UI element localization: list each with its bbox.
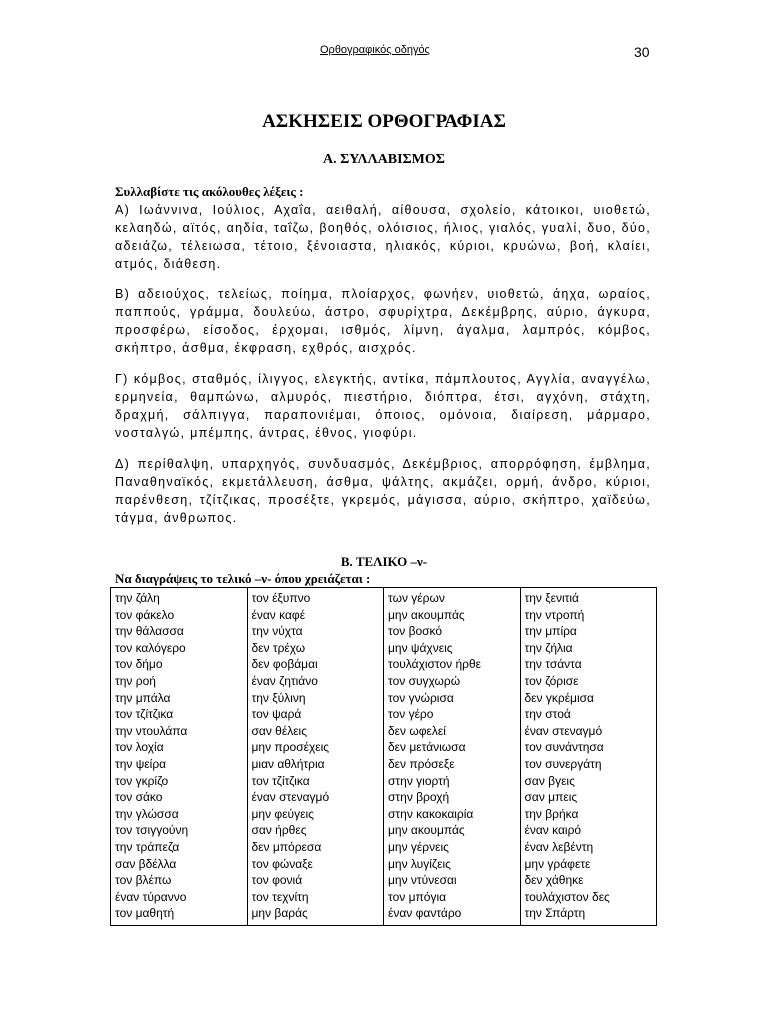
word-table-cell: έναν καιρό <box>524 823 582 838</box>
word-table-cell: τον βοσκό <box>388 624 443 639</box>
word-table-cell: την ζήλια <box>524 640 573 655</box>
running-header: Ορθογραφικός οδηγός <box>320 44 430 56</box>
word-table-cell: μην ψάχνεις <box>388 640 453 655</box>
word-table-cell: τον ζόρισε <box>524 673 579 688</box>
word-table-cell: έναν στεναγμό <box>524 723 603 738</box>
word-table-column <box>384 588 521 925</box>
word-table-cell: δεν μετάνιωσα <box>388 740 466 755</box>
word-table-cell: στην βροχή <box>388 790 450 805</box>
word-table-cell: σαν θέλεις <box>251 723 307 738</box>
word-table-cell: τον καλόγερο <box>115 640 186 655</box>
word-table-cell: μην προσέχεις <box>251 740 330 755</box>
word-table-cell: τον γέρο <box>388 707 434 722</box>
word-table-cell: των γέρων <box>388 591 445 605</box>
word-table-cell: έναν ζητιάνο <box>251 673 318 688</box>
word-table-cell: τουλάχιστον δες <box>524 889 610 904</box>
word-table-cell: σαν βγεις <box>524 773 575 788</box>
word-table-cell: σαν βδέλλα <box>115 856 177 871</box>
word-table-cell: τον τσιγγούνη <box>115 823 189 838</box>
word-table-cell: μιαν αθλήτρια <box>251 756 325 771</box>
word-table-cell: τον έξυπνο <box>251 591 311 605</box>
word-table-cell: τον μπόγια <box>388 889 447 904</box>
word-table-cell: την νύχτα <box>251 624 303 639</box>
word-table-cell: δεν μπόρεσα <box>251 839 322 854</box>
word-table-cell: τον σάκο <box>115 790 163 805</box>
word-table-cell: μην ντύνεσαι <box>388 873 457 888</box>
word-table-cell: τον φονιά <box>251 873 303 888</box>
exercise-paragraph-b: Β) αδειούχος, τελείως, ποίημα, πλοίαρχος, φωνήεν, υιοθετώ, άηχα, ωραίος, παππούς, γράμμα, δουλεύω, άστρο, σφυρίχτρα, Δεκέμβρης, αύριο, άγκυρα, προσφέρω, είσοδος, έρχομαι, ισθμός, λίμνη, άγαλμα, λαμπρός, κόμβος, σκήπτρο, άσθμα, έκφραση, εχθρός, αισχρός. <box>115 287 651 355</box>
word-table-cell: μην βαράς <box>251 906 308 921</box>
word-table-cell: τον λοχία <box>115 740 164 755</box>
word-table-cell: την θάλασσα <box>115 624 184 639</box>
word-table-cell: έναν τύραννο <box>115 889 187 904</box>
word-table-cell: δεν πρόσεξε <box>388 756 455 771</box>
section-b-instruction: Να διαγράψεις το τελικό –ν- όπου χρειάζεται : <box>115 571 371 586</box>
word-table-cell: στην γιορτή <box>388 773 450 788</box>
page-number: 30 <box>634 44 650 60</box>
word-table-cell: την τράπεζα <box>115 839 180 854</box>
word-table-cell: τον φάκελο <box>115 607 175 622</box>
word-table-cell: μην λυγίζεις <box>388 856 451 871</box>
word-table-cell: τον φώναξε <box>251 856 313 871</box>
word-table-cell: την ψείρα <box>115 756 167 771</box>
word-table-cell: την ξενιτιά <box>524 591 579 605</box>
word-table-cell: έναν λεβέντη <box>524 839 594 854</box>
section-b-heading: Β. ΤΕΛΙΚΟ –ν- <box>340 554 428 569</box>
word-table-cell: έναν καφέ <box>251 607 306 622</box>
word-table-cell: μην γράφετε <box>524 856 591 871</box>
word-table-cell: την στοά <box>524 707 571 722</box>
word-table-cell: μην φεύγεις <box>251 806 314 821</box>
section-a-heading: Α. ΣΥΛΛΑΒΙΣΜΟΣ <box>323 152 445 167</box>
word-table-cell: την ντροπή <box>524 607 585 622</box>
word-table-cell: την ζάλη <box>115 591 160 605</box>
exercise-paragraph-a: Α) Ιωάννινα, Ιούλιος, Αχαΐα, αειθαλή, αίθουσα, σχολείο, κάτοικοι, υιοθετώ, κελαηδώ, αϊτός, αηδία, ταΐζω, βοηθός, ολόισιος, ήλιος, γιαλός, γυαλί, δυο, δύο, αδειάζω, τέλειωσα, τέτοιο, ξένοιαστα, ηλιακός, κύριοι, κρυώνω, βοή, κλαίει, ατμός, διάθεση. <box>115 203 651 271</box>
word-table-cell: την Σπάρτη <box>524 906 586 921</box>
word-table-cell: την τσάντα <box>524 657 582 672</box>
word-table-cell: δεν χάθηκε <box>524 873 584 888</box>
word-table-cell: στην κακοκαιρία <box>388 806 474 821</box>
word-table-cell: τον μαθητή <box>115 906 175 921</box>
word-table-cell: την βρήκα <box>524 806 579 821</box>
word-table-cell: τον ψαρά <box>251 707 302 722</box>
word-table-column <box>521 588 657 925</box>
word-table-cell: τον γνώρισα <box>388 690 454 705</box>
word-table-cell: δεν τρέχω <box>251 640 306 655</box>
word-table-cell: τον τζίτζικα <box>115 707 174 722</box>
word-table <box>110 587 657 926</box>
word-table-cell: δεν φοβάμαι <box>251 657 318 672</box>
exercise-paragraph-d: Δ) περίθαλψη, υπαρχηγός, συνδυασμός, Δεκέμβριος, απορρόφηση, έμβλημα, Παναθηναϊκός, εκμετάλλευση, άσθμα, ψάλτης, ακμάζει, ορμή, άνδρο, κύριοι, παρένθεση, τζίτζικας, προσέξτε, γκρεμός, μάγισσα, αύριο, σκήπτρο, χαϊδεύω, τάγμα, άνθρωπος. <box>115 457 651 525</box>
word-table-cell: σαν ήρθες <box>251 823 307 838</box>
word-table-cell: τον τεχνίτη <box>251 889 309 904</box>
word-table-cell: την μπάλα <box>115 690 171 705</box>
word-table-cell: την γλώσσα <box>115 806 179 821</box>
word-table-cell: τον συνεργάτη <box>524 756 602 771</box>
word-table-cell: μην ακουμπάς <box>388 823 465 838</box>
page-title: ΑΣΚΗΣΕΙΣ ΟΡΘΟΓΡΑΦΙΑΣ <box>262 111 506 132</box>
word-table-cell: δεν ωφελεί <box>388 723 446 738</box>
word-table-cell: τον γκρίζο <box>115 773 169 788</box>
word-table-cell: μην ακουμπάς <box>388 607 465 622</box>
word-table-cell: την μπίρα <box>524 624 577 639</box>
word-table-cell: μην γέρνεις <box>388 839 449 854</box>
word-table-cell: τον συγχωρώ <box>388 673 461 688</box>
exercise-paragraph-c: Γ) κόμβος, σταθμός, ίλιγγος, ελεγκτής, αντίκα, πάμπλουτος, Αγγλία, αναγγέλω, ερμηνεία, θαμπώνω, αλμυρός, πιεστήριο, διόπτρα, έτσι, αγχόνη, στάχτη, δραχμή, σάλπιγγα, παραπονιέμαι, όποιος, ομόνοια, διαίρεση, μάρμαρο, νοσταλγώ, μπέμπης, άντρας, έθνος, γιοφύρι. <box>115 372 651 440</box>
word-table-cell: σαν μπεις <box>524 790 578 805</box>
word-table-cell: την ροή <box>115 673 156 688</box>
word-table-cell: την ξύλινη <box>251 690 306 705</box>
word-table-cell: έναν στεναγμό <box>251 790 330 805</box>
word-table-cell: τον τζίτζικα <box>251 773 310 788</box>
word-table-cell: τον βλέπω <box>115 873 172 888</box>
word-table-cell: έναν φαντάρο <box>388 906 462 921</box>
section-a-instruction: Συλλαβίστε τις ακόλουθες λέξεις : <box>115 184 304 199</box>
word-table-cell: τον δήμο <box>115 657 163 672</box>
word-table-cell: δεν γκρέμισα <box>524 690 594 705</box>
word-table-cell: τουλάχιστον ήρθε <box>388 657 482 672</box>
word-table-cell: τον συνάντησα <box>524 740 604 755</box>
word-table-column <box>111 588 248 925</box>
word-table-cell: την ντουλάπα <box>115 723 188 738</box>
word-table-column <box>248 588 385 925</box>
